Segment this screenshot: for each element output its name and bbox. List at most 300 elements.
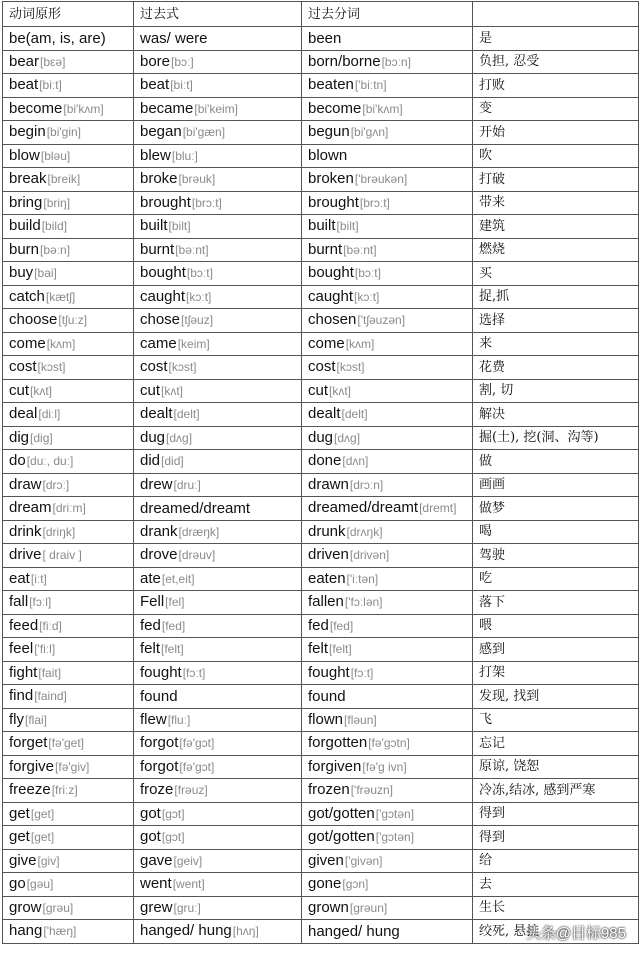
phonetic: ['brəukən] [354, 172, 408, 187]
table-row [3, 567, 639, 591]
phonetic: [kɔst] [37, 360, 66, 375]
base-form-cell [3, 215, 134, 239]
phonetic: [giv] [37, 853, 60, 868]
verb-word: freeze [9, 781, 51, 799]
verb-word: eaten [308, 569, 346, 587]
meaning-cell: 发现, 找到 [473, 685, 639, 709]
verb-word: get [9, 804, 30, 822]
base-form-cell [3, 497, 134, 521]
past-tense-cell [134, 873, 302, 897]
past-tense-cell [134, 332, 302, 356]
past-participle-cell [302, 520, 473, 544]
table-row [3, 121, 639, 145]
past-participle-cell [302, 826, 473, 850]
header-base-form: 动词原形 [3, 2, 134, 27]
meaning-cell: 是 [473, 27, 639, 51]
base-form-cell [3, 920, 134, 944]
phonetic: ['gɔtən] [375, 830, 415, 845]
past-tense-cell [134, 802, 302, 826]
phonetic: [fɔːl] [29, 595, 52, 610]
phonetic: [bɔːt] [354, 266, 381, 281]
verb-table [2, 1, 639, 944]
meaning-cell: 绞死, 悬挂 [473, 920, 639, 944]
phonetic: [friːz] [51, 783, 78, 798]
past-tense-cell [134, 685, 302, 709]
base-form-cell [3, 97, 134, 121]
past-participle-cell [302, 97, 473, 121]
phonetic: [bεə] [40, 54, 66, 69]
past-tense-cell [134, 356, 302, 380]
verb-word: broke [140, 170, 178, 188]
past-tense-cell [134, 520, 302, 544]
meaning-cell: 开始 [473, 121, 639, 145]
phonetic: [biːt] [39, 78, 62, 93]
verb-word: got/gotten [308, 804, 375, 822]
phonetic: [kætʃ] [45, 289, 76, 304]
phonetic: ['biːtn] [354, 78, 387, 93]
base-form-cell [3, 614, 134, 638]
verb-word: blew [140, 146, 171, 164]
past-participle-cell [302, 379, 473, 403]
past-tense-cell [134, 121, 302, 145]
verb-word: dealt [308, 405, 341, 423]
base-form-cell [3, 873, 134, 897]
phonetic: [biːt] [170, 78, 193, 93]
verb-word: was/ were [140, 29, 208, 47]
meaning-cell: 带来 [473, 191, 639, 215]
base-form-cell [3, 168, 134, 192]
past-tense-cell [134, 403, 302, 427]
verb-word: drive [9, 546, 42, 564]
meaning-cell: 建筑 [473, 215, 639, 239]
phonetic: [hʌŋ] [232, 924, 259, 939]
verb-word: ate [140, 569, 161, 587]
verb-word: fight [9, 663, 38, 681]
verb-word: dreamed/dreamt [308, 499, 419, 517]
past-participle-cell [302, 779, 473, 803]
phonetic: [bi'keim] [194, 101, 239, 116]
past-participle-cell [302, 849, 473, 873]
phonetic: [gɔn] [342, 877, 369, 892]
verb-word: feel [9, 640, 34, 658]
past-participle-cell [302, 802, 473, 826]
verb-word: catch [9, 287, 45, 305]
verb-word: gave [140, 851, 173, 869]
phonetic: [kɔst] [168, 360, 197, 375]
phonetic: [fə'gɔt] [179, 736, 215, 751]
base-form-cell [3, 379, 134, 403]
table-row [3, 379, 639, 403]
verb-word: been [308, 29, 342, 47]
table-row [3, 779, 639, 803]
verb-word: hang [9, 922, 43, 940]
phonetic: [fluː] [167, 712, 191, 727]
phonetic: [ draiv ] [42, 548, 82, 563]
meaning-cell: 冷冻,结冰, 感到严寒 [473, 779, 639, 803]
phonetic: [tʃuːz] [58, 313, 88, 328]
phonetic: [briŋ] [43, 195, 71, 210]
past-tense-cell [134, 826, 302, 850]
verb-word: bought [308, 264, 354, 282]
verb-word: got [140, 804, 161, 822]
phonetic: [fed] [329, 618, 354, 633]
meaning-cell: 吹 [473, 144, 639, 168]
past-participle-cell [302, 920, 473, 944]
verb-word: blown [308, 147, 348, 165]
verb-word: begun [308, 123, 350, 141]
past-tense-cell [134, 379, 302, 403]
base-form-cell [3, 685, 134, 709]
verb-word: forgot [140, 757, 179, 775]
table-row [3, 873, 639, 897]
verb-word: get [9, 828, 30, 846]
verb-word: flown [308, 710, 344, 728]
phonetic: [kʌm] [345, 336, 375, 351]
base-form-cell [3, 732, 134, 756]
base-form-cell [3, 27, 134, 51]
verb-word: dreamed/dreamt [140, 499, 251, 517]
base-form-cell [3, 309, 134, 333]
phonetic: [fɔːt] [350, 665, 374, 680]
meaning-cell: 得到 [473, 802, 639, 826]
past-participle-cell [302, 873, 473, 897]
phonetic: [fiːd] [39, 618, 62, 633]
meaning-cell: 原谅, 饶恕 [473, 755, 639, 779]
verb-word: deal [9, 405, 38, 423]
table-row [3, 332, 639, 356]
table-row [3, 638, 639, 662]
verb-word: caught [308, 287, 354, 305]
past-participle-cell [302, 473, 473, 497]
verb-word: grow [9, 898, 42, 916]
phonetic: ['frəuzn] [350, 783, 394, 798]
verb-word: did [140, 452, 161, 470]
verb-word: forgiven [308, 757, 362, 775]
verb-word: flew [140, 710, 167, 728]
phonetic: [gɔt] [161, 806, 185, 821]
verb-word: feed [9, 616, 39, 634]
phonetic: [fel] [165, 595, 185, 610]
table-row [3, 262, 639, 286]
past-tense-cell [134, 732, 302, 756]
meaning-cell: 燃烧 [473, 238, 639, 262]
phonetic: [bi'kʌm] [362, 101, 403, 116]
phonetic: [get] [30, 806, 55, 821]
table-row [3, 309, 639, 333]
phonetic: [bi'gin] [46, 125, 82, 140]
phonetic: [drɔː] [42, 477, 70, 492]
past-tense-cell [134, 661, 302, 685]
verb-word: forgotten [308, 734, 368, 752]
verb-word: chosen [308, 311, 357, 329]
base-form-cell [3, 849, 134, 873]
base-form-cell [3, 191, 134, 215]
verb-word: do [9, 452, 26, 470]
phonetic: [fed] [161, 618, 186, 633]
phonetic: [kɔːt] [186, 289, 212, 304]
verb-word: born/borne [308, 52, 381, 70]
meaning-cell: 飞 [473, 708, 639, 732]
base-form-cell [3, 121, 134, 145]
table-row [3, 238, 639, 262]
past-tense-cell [134, 473, 302, 497]
past-tense-cell [134, 262, 302, 286]
past-participle-cell [302, 168, 473, 192]
phonetic: [drəuv] [178, 548, 216, 563]
verb-word: began [140, 123, 182, 141]
verb-word: bore [140, 52, 171, 70]
past-participle-cell [302, 638, 473, 662]
verb-word: given [308, 851, 344, 869]
verb-word: fed [140, 616, 161, 634]
table-row [3, 27, 639, 51]
base-form-cell [3, 591, 134, 615]
past-participle-cell [302, 732, 473, 756]
verb-word: gone [308, 875, 342, 893]
phonetic: [brəuk] [178, 172, 216, 187]
phonetic: [fə'giv] [55, 759, 90, 774]
phonetic: [kɔst] [336, 360, 365, 375]
verb-word: bear [9, 52, 40, 70]
meaning-cell: 来 [473, 332, 639, 356]
verb-word: choose [9, 311, 58, 329]
phonetic: [iːt] [30, 571, 47, 586]
past-participle-cell [302, 591, 473, 615]
meaning-cell: 选择 [473, 309, 639, 333]
past-participle-cell [302, 896, 473, 920]
past-participle-cell [302, 567, 473, 591]
meaning-cell: 画画 [473, 473, 639, 497]
phonetic: [kɔːt] [354, 289, 380, 304]
meaning-cell: 负担, 忍受 [473, 50, 639, 74]
past-tense-cell [134, 74, 302, 98]
base-form-cell [3, 473, 134, 497]
table-row [3, 97, 639, 121]
meaning-cell: 打架 [473, 661, 639, 685]
past-participle-cell [302, 144, 473, 168]
base-form-cell [3, 779, 134, 803]
phonetic: [frəuz] [174, 783, 208, 798]
phonetic: [delt] [173, 407, 200, 422]
past-participle-cell [302, 450, 473, 474]
past-participle-cell [302, 332, 473, 356]
meaning-cell: 得到 [473, 826, 639, 850]
base-form-cell [3, 638, 134, 662]
phonetic: [fait] [38, 665, 62, 680]
phonetic: [dʌn] [342, 454, 369, 469]
verb-word: draw [9, 475, 42, 493]
past-participle-cell [302, 27, 473, 51]
verb-word: built [308, 217, 336, 235]
phonetic: ['tʃəuzən] [357, 313, 406, 328]
verb-word: brought [308, 193, 359, 211]
verb-word: break [9, 170, 47, 188]
base-form-cell [3, 544, 134, 568]
phonetic: ['fiːl] [34, 642, 56, 657]
table-row [3, 144, 639, 168]
verb-word: drunk [308, 522, 346, 540]
verb-word: begin [9, 123, 46, 141]
past-participle-cell [302, 121, 473, 145]
past-participle-cell [302, 755, 473, 779]
phonetic: [dræŋk] [178, 524, 220, 539]
table-row [3, 74, 639, 98]
verb-word: bought [140, 264, 186, 282]
verb-word: done [308, 452, 342, 470]
verb-word: got/gotten [308, 828, 375, 846]
verb-word: forget [9, 734, 48, 752]
verb-word: dream [9, 499, 52, 517]
phonetic: [bild] [41, 219, 68, 234]
verb-word: drove [140, 546, 178, 564]
phonetic: [fɔːt] [182, 665, 206, 680]
past-tense-cell [134, 50, 302, 74]
phonetic: [bəːnt] [343, 242, 377, 257]
phonetic: [flai] [25, 712, 48, 727]
watermark: 头条@目标985 [525, 925, 626, 942]
base-form-cell [3, 332, 134, 356]
verb-word: cut [308, 381, 329, 399]
phonetic: [bəːnt] [175, 242, 209, 257]
phonetic: [fə'get] [48, 736, 85, 751]
phonetic: [bilt] [336, 219, 359, 234]
table-row [3, 450, 639, 474]
past-participle-cell [302, 285, 473, 309]
past-tense-cell [134, 638, 302, 662]
phonetic: [bi'kʌm] [63, 101, 104, 116]
base-form-cell [3, 74, 134, 98]
verb-word: cost [308, 358, 336, 376]
table-row [3, 708, 639, 732]
phonetic: [bluː] [171, 148, 198, 163]
meaning-cell: 做 [473, 450, 639, 474]
verb-word: cost [140, 358, 168, 376]
phonetic: [brɔːt] [191, 195, 222, 210]
verb-word: came [140, 334, 177, 352]
past-participle-cell [302, 50, 473, 74]
phonetic: [bəːn] [40, 242, 71, 257]
phonetic: [bɔː] [171, 54, 194, 69]
past-tense-cell [134, 27, 302, 51]
verb-word: come [9, 334, 46, 352]
verb-word: grew [140, 898, 173, 916]
table-row [3, 50, 639, 74]
base-form-cell [3, 802, 134, 826]
meaning-cell: 做梦 [473, 497, 639, 521]
past-participle-cell [302, 497, 473, 521]
table-row [3, 497, 639, 521]
table-row [3, 661, 639, 685]
verb-word: chose [140, 311, 181, 329]
meaning-cell: 买 [473, 262, 639, 286]
verb-word: fly [9, 710, 24, 728]
verb-word: become [308, 99, 362, 117]
meaning-cell: 喝 [473, 520, 639, 544]
past-tense-cell [134, 849, 302, 873]
verb-word: drink [9, 522, 42, 540]
verb-word: drew [140, 475, 173, 493]
past-tense-cell [134, 238, 302, 262]
phonetic: [felt] [329, 642, 352, 657]
verb-word: beaten [308, 76, 354, 94]
phonetic: [gɔt] [161, 830, 185, 845]
phonetic: [drʌŋk] [346, 524, 383, 539]
verb-word: found [308, 687, 346, 705]
phonetic: ['fɔːlən] [344, 595, 383, 610]
verb-word: hanged/ hung [308, 922, 400, 940]
phonetic: [bi'gæn] [182, 125, 226, 140]
verb-word: beat [140, 76, 170, 94]
verb-word: found [140, 687, 178, 705]
verb-word: burn [9, 240, 40, 258]
phonetic: [dremt] [419, 501, 457, 516]
meaning-cell: 花费 [473, 356, 639, 380]
phonetic: [dʌg] [166, 430, 193, 445]
past-tense-cell [134, 591, 302, 615]
base-form-cell [3, 896, 134, 920]
table-row [3, 614, 639, 638]
past-tense-cell [134, 215, 302, 239]
past-tense-cell [134, 755, 302, 779]
past-participle-cell [302, 309, 473, 333]
table-row [3, 356, 639, 380]
meaning-cell: 吃 [473, 567, 639, 591]
past-participle-cell [302, 191, 473, 215]
table-row [3, 191, 639, 215]
base-form-cell [3, 426, 134, 450]
phonetic: [get] [30, 830, 55, 845]
verb-word: become [9, 99, 63, 117]
phonetic: [bləu] [40, 148, 71, 163]
phonetic: [did] [161, 454, 184, 469]
meaning-cell: 喂 [473, 614, 639, 638]
verb-word: frozen [308, 781, 350, 799]
phonetic: [drɔːn] [349, 477, 384, 492]
past-tense-cell [134, 567, 302, 591]
verb-word: give [9, 851, 37, 869]
verb-word: burnt [140, 240, 175, 258]
verb-word: build [9, 217, 41, 235]
base-form-cell [3, 708, 134, 732]
past-tense-cell [134, 309, 302, 333]
phonetic: [driːm] [52, 501, 86, 516]
header-past-tense: 过去式 [134, 2, 302, 27]
past-participle-cell [302, 661, 473, 685]
phonetic: [keim] [177, 336, 210, 351]
verb-word: fought [308, 663, 350, 681]
verb-word: beat [9, 76, 39, 94]
phonetic: [et,eit] [161, 571, 195, 586]
phonetic: ['iːtən] [346, 571, 379, 586]
verb-word: went [140, 875, 172, 893]
verb-word: felt [140, 640, 161, 658]
past-participle-cell [302, 238, 473, 262]
phonetic: [driŋk] [42, 524, 76, 539]
table-row [3, 544, 639, 568]
verb-word: caught [140, 287, 186, 305]
table-row [3, 732, 639, 756]
table-row [3, 755, 639, 779]
past-tense-cell [134, 426, 302, 450]
meaning-cell: 驾驶 [473, 544, 639, 568]
verb-word: cut [9, 381, 30, 399]
table-row [3, 896, 639, 920]
past-tense-cell [134, 896, 302, 920]
phonetic: [gruː] [173, 900, 201, 915]
phonetic: [bai] [34, 266, 57, 281]
verb-word: driven [308, 546, 349, 564]
verb-word: cost [9, 358, 37, 376]
